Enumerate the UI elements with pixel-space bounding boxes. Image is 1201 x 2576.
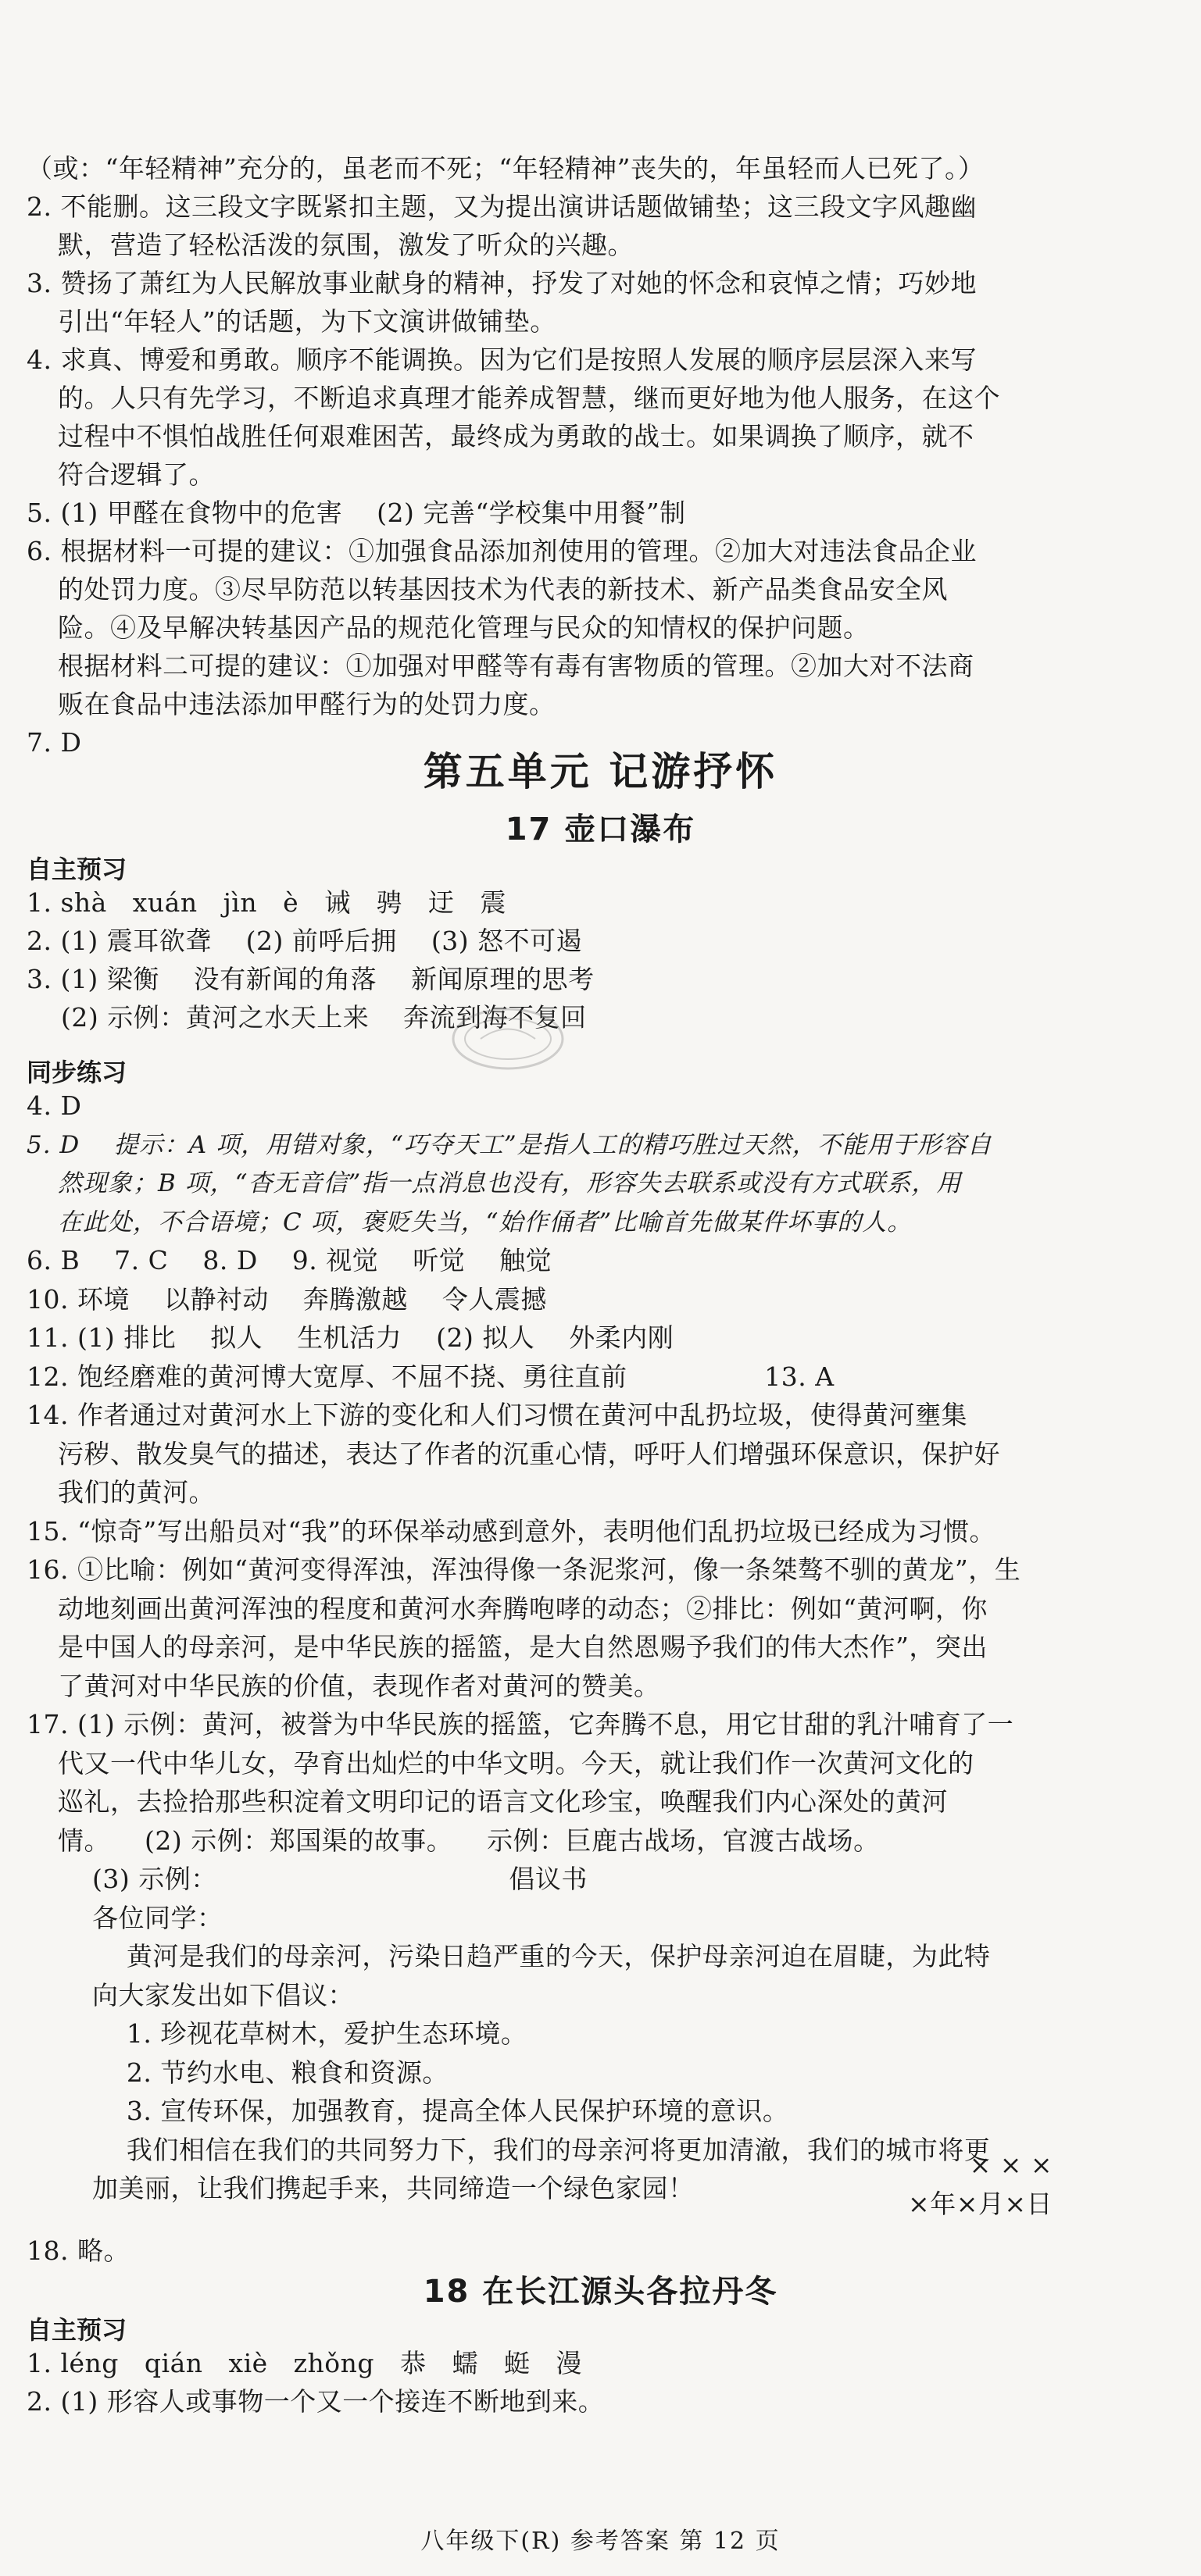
lesson-17-practice-heading: 同步练习 [27,1058,127,1087]
answer-line: 1. 珍视花草树木，爱护生态环境。 [58,2018,527,2049]
answer-line: 6. 根据材料一可提的建议：①加强食品添加剂使用的管理。②加大对违法食品企业 [27,536,977,566]
answer-line: 1. léng qián xiè zhǒng 恭 蠕 蜓 漫 [27,2348,582,2378]
answer-line: 4. D [27,1090,82,1121]
answer-line: 在此处，不合语境；C 项，褒贬失当，“始作俑者”比喻首先做某件坏事的人。 [58,1208,913,1236]
answer-line: 过程中不惧怕战胜任何艰难困苦，最终成为勇敢的战士。如果调换了顺序，就不 [58,421,974,451]
answer-line: 10. 环境 以静衬动 奔腾激越 令人震撼 [27,1283,547,1315]
answer-line: 引出“年轻人”的话题，为下文演讲做铺垫。 [58,306,556,337]
answer-line: 3. 赞扬了萧红为人民解放事业献身的精神，抒发了对她的怀念和哀悼之情；巧妙地 [27,268,977,298]
answer-line: 向大家发出如下倡议： [58,1979,354,2010]
answer-line: 1. shà xuán jìn è 诫 骋 迂 震 [27,887,506,918]
answer-line: 默，营造了轻松活泼的氛围，激发了听众的兴趣。 [58,230,634,260]
answer-line: 情。 (2) 示例：郑国渠的故事。 示例：巨鹿古战场，官渡古战场。 [58,1825,880,1856]
answer-line: 4. 求真、博爱和勇敢。顺序不能调换。因为它们是按照人发展的顺序层层深入来写 [27,344,977,375]
lesson-18-preview-heading: 自主预习 [27,2315,127,2345]
answer-line: 2. 不能删。这三段文字既紧扣主题，又为提出演讲话题做铺垫；这三段文字风趣幽 [27,191,977,222]
lesson-18-title: 18 在长江源头各拉丹冬 [423,2274,778,2310]
answer-line: 我们相信在我们的共同努力下，我们的母亲河将更加清澈，我们的城市将更 [58,2134,991,2165]
answer-line: 的处罚力度。③尽早防范以转基因技术为代表的新技术、新产品类食品安全风 [58,574,948,605]
answer-line: 3. 宣传环保，加强教育，提高全体人民保护环境的意识。 [58,2096,789,2126]
answer-line: 2. (1) 震耳欲聋 (2) 前呼后拥 (3) 怒不可遏 [27,926,583,956]
answer-line: 符合逻辑了。 [58,459,215,490]
answer-line: 污秽、散发臭气的描述，表达了作者的沉重心情，呼吁人们增强环保意识，保护好 [58,1438,1000,1469]
answer-line: 动地刻画出黄河浑浊的程度和黄河水奔腾咆哮的动态；②排比：例如“黄河啊，你 [58,1593,988,1624]
answer-line: 黄河是我们的母亲河，污染日趋严重的今天，保护母亲河迫在眉睫，为此特 [58,1941,991,1971]
answer-line: 2. (1) 形容人或事物一个又一个接连不断地到来。 [27,2386,605,2417]
answer-line: 2. 节约水电、粮食和资源。 [58,2057,449,2088]
answer-line: 3. (1) 梁衡 没有新闻的角落 新闻原理的思考 [27,964,595,994]
answer-line: 我们的黄河。 [58,1477,215,1507]
answer-line: 5. D 提示：A 项，用错对象，“巧夺天工”是指人工的精巧胜过天然，不能用于形容自 [27,1130,992,1159]
answer-line: 代又一代中华儿女，孕育出灿烂的中华文明。今天，就让我们作一次黄河文化的 [58,1747,974,1779]
answer-line: 然现象；B 项，“杳无音信”指一点消息也没有，形容失去联系或没有方式联系，用 [58,1169,962,1197]
answer-line: 各位同学： [58,1902,223,1933]
answer-line: 的。人只有先学习，不断追求真理才能养成智慧，继而更好地为他人服务，在这个 [58,383,1000,413]
answer-line: 14. 作者通过对黄河水上下游的变化和人们习惯在黄河中乱扔垃圾，使得黄河壅集 [27,1400,967,1430]
answer-line: 5. (1) 甲醛在食物中的危害 (2) 完善“学校集中用餐”制 [27,498,686,528]
answer-line: 15. “惊奇”写出船员对“我”的环保举动感到意外，表明他们乱扔垃圾已经成为习惯。 [27,1515,995,1547]
proposal-date: ×年×月×日 [908,2189,1053,2219]
answer-line: 是中国人的母亲河，是中华民族的摇篮，是大自然恩赐予我们的伟大杰作”，突出 [58,1632,988,1662]
proposal-signature: × × × [969,2150,1053,2180]
answer-line: 了黄河对中华民族的价值，表现作者对黄河的赞美。 [58,1670,660,1701]
answer-line: （或：“年轻精神”充分的，虽老而不死；“年轻精神”丧失的，年虽轻而人已死了。） [27,153,985,184]
answer-line: 12. 饱经磨难的黄河博大宽厚、不屈不挠、勇往直前 13. A [27,1361,835,1392]
answer-line: 16. ①比喻：例如“黄河变得浑浊，浑浊得像一条泥浆河，像一条桀骜不驯的黄龙”，生 [27,1554,1021,1585]
answer-line: 6. B 7. C 8. D 9. 视觉 听觉 触觉 [27,1245,552,1276]
page-footer: 八年级下(R) 参考答案 第 12 页 [420,2528,781,2555]
lesson-17-title: 17 壶口瀑布 [505,812,696,847]
watermark-stamp-icon [449,1004,567,1074]
answer-line: 根据材料二可提的建议：①加强对甲醛等有毒有害物质的管理。②加大对不法商 [58,651,974,681]
answer-line: (2) 示例：黄河之水天上来 奔流到海不复回 [27,1002,587,1033]
answer-line: 加美丽，让我们携起手来，共同缔造一个绿色家园！ [58,2173,695,2203]
answer-line: 17. (1) 示例：黄河，被誉为中华民族的摇篮，它奔腾不息，用它甘甜的乳汁哺育了一 [27,1709,1014,1739]
unit-title: 第五单元 记游抒怀 [423,749,778,794]
answer-18: 18. 略。 [27,2235,130,2266]
answer-line: 险。④及早解决转基因产品的规范化管理与民众的知情权的保护问题。 [58,612,870,643]
answer-line: (3) 示例： 倡议书 [58,1864,588,1894]
answer-line: 贩在食品中违法添加甲醛行为的处罚力度。 [58,689,556,719]
answer-line: 巡礼，去捡拾那些积淀着文明印记的语言文化珍宝，唤醒我们内心深处的黄河 [58,1786,948,1817]
answer-line: 11. (1) 排比 拟人 生机活力 (2) 拟人 外柔内刚 [27,1322,674,1353]
answer-line: 7. D [27,727,82,758]
lesson-17-preview-heading: 自主预习 [27,855,127,884]
